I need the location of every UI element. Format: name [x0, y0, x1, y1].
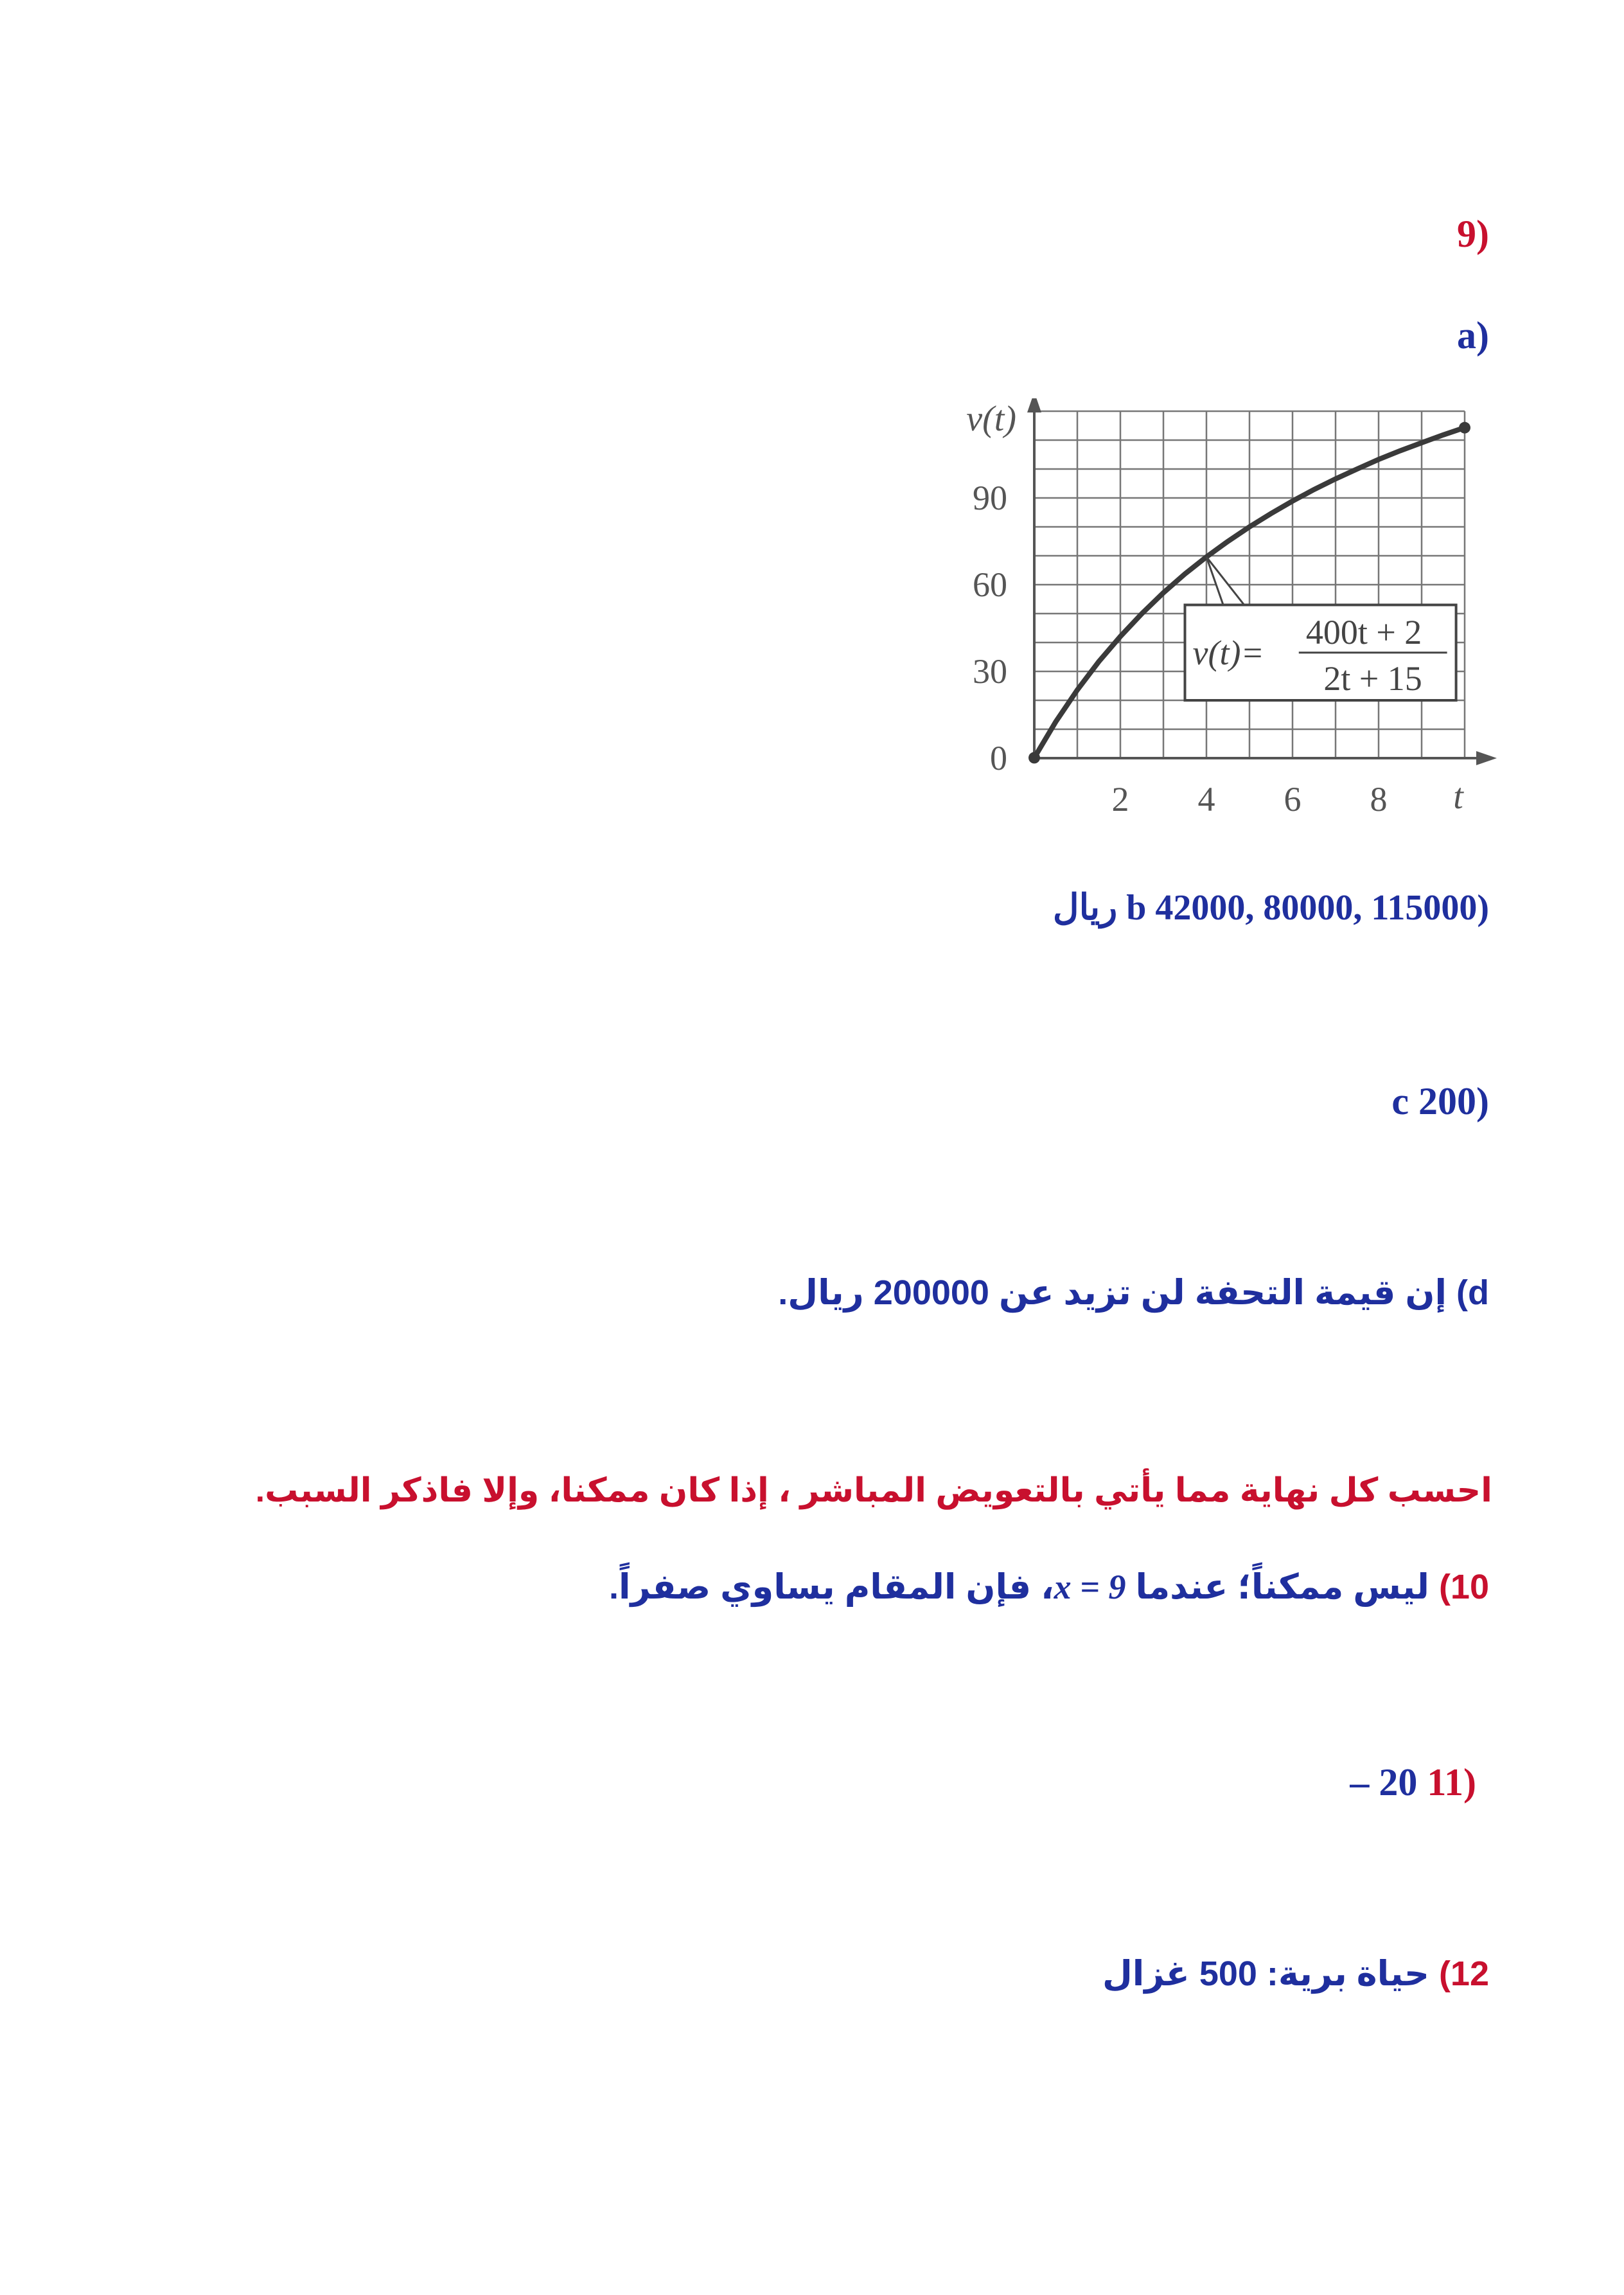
part-c: [1391, 1079, 1489, 1124]
function-lhs: v(t)=: [1192, 633, 1264, 672]
x-axis-arrow: [1476, 751, 1497, 765]
part-b: [1053, 887, 1489, 928]
question-9-label: (9: [1457, 213, 1489, 255]
x-axis-label: t: [1453, 777, 1463, 817]
function-numerator: 400t + 2: [1305, 612, 1422, 651]
part-a: [1457, 314, 1489, 358]
part-b-values: 42000, 80000, 115000: [1155, 888, 1478, 928]
y-axis-arrow: [1027, 398, 1041, 412]
question-10-text-before: ليس ممكناً؛ عندما: [1135, 1568, 1429, 1606]
curve-end-point: [1459, 422, 1470, 434]
part-d-text: إن قيمة التحفة لن تزيد عن 200000 ريال.: [778, 1273, 1447, 1312]
graph-grid: [1034, 411, 1465, 758]
x-tick-label: 2: [1111, 780, 1129, 819]
question-11-number: (11: [1427, 1761, 1476, 1803]
y-tick-label: 90: [973, 479, 1007, 517]
part-b-unit: ريال: [1052, 888, 1118, 928]
velocity-graph: [925, 398, 1503, 848]
function-callout: [1185, 557, 1456, 700]
question-11: [1350, 1760, 1476, 1805]
curve-start-point: [1028, 752, 1040, 763]
y-tick-label: 30: [973, 652, 1007, 691]
question-10-text-after: ، فإن المقام يساوي صفراً.: [609, 1568, 1054, 1606]
y-tick-label: 0: [990, 739, 1007, 777]
instruction-text: احسب كل نهاية مما يأتي بالتعويض المباشر ، إذا كان ممكنا، وإلا فاذكر السبب.: [255, 1472, 1492, 1509]
function-denominator: 2t + 15: [1323, 659, 1422, 698]
part-c-label: (c: [1391, 1080, 1489, 1122]
part-a-label: (a: [1457, 314, 1489, 357]
question-12-text: حياة برية: 500 غزال: [1102, 1954, 1429, 1993]
y-tick-label: 60: [973, 565, 1007, 604]
question-10-number: 10): [1438, 1568, 1489, 1606]
part-d-label: d): [1456, 1273, 1489, 1312]
x-tick-label: 8: [1370, 780, 1388, 819]
question-10-equation: x = 9: [1054, 1568, 1126, 1606]
x-tick-label: 4: [1197, 780, 1215, 819]
question-12: [1102, 1953, 1489, 1994]
question-9-number: [1457, 212, 1489, 256]
y-axis-label: v(t): [966, 399, 1016, 439]
x-tick-label: 6: [1284, 780, 1302, 819]
question-10: [609, 1566, 1489, 1607]
part-c-value: 200: [1418, 1080, 1477, 1122]
callout-pointer: [1206, 557, 1245, 607]
part-b-label: (b: [1126, 888, 1489, 928]
question-12-number: 12): [1438, 1954, 1489, 1993]
question-11-value: – 20: [1350, 1761, 1418, 1803]
graph-axes: [1027, 398, 1497, 765]
part-d: [778, 1272, 1489, 1313]
